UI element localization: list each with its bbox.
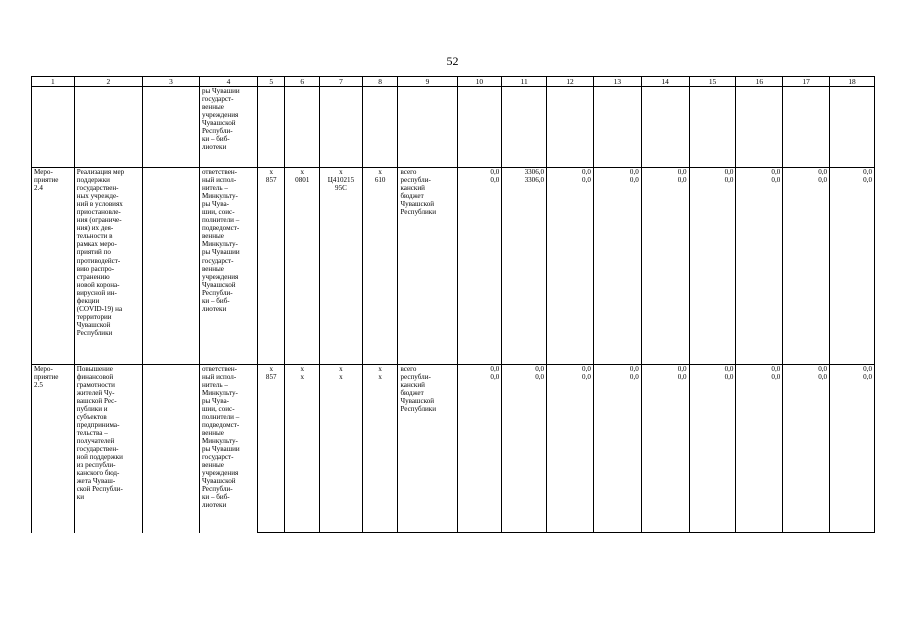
measure-name: Реализация мер поддержки государствен- ных учрежде- ний в условиях приостановле- ния (ограниче- ния) их дея- тельности в рамках меро- приятий по противодейст- вию распро- странению новой корона- вирусной ин- фекции (COVID-19) на территории Чувашской Республики [74,168,142,365]
code-cell: х [362,168,398,177]
code-cell: х [257,168,284,177]
empty-cell [142,168,199,365]
code-cell: х [362,364,398,373]
column-number: 16 [736,77,783,87]
table-row [32,168,875,177]
code-cell: х [320,373,363,533]
code-cell: х [320,168,363,177]
column-number: 12 [547,77,594,87]
value-cell: 0,0 [547,373,594,533]
value-cell: 0,0 [502,364,547,373]
value-cell: 0,0 [783,364,830,373]
column-number: 5 [257,77,284,87]
value-cell: 0,0 [457,373,502,533]
column-number-row [32,77,875,87]
code-cell: 857 [257,176,284,364]
value-cell: 0,0 [783,176,830,364]
column-number: 13 [593,77,641,87]
value-cell: 0,0 [641,373,689,533]
funding-source: республи- канский бюджет Чувашской Республики [398,373,457,533]
measure-executor: ответствен- ный испол- нитель – Минкульту- ры Чува- шии, соис- полнители – подведомст- венные Минкульту- ры Чувашии государст- венные учреждения Чувашской Республи- ки – биб- лиотеки [199,364,257,533]
column-number: 17 [783,77,830,87]
column-number: 2 [74,77,142,87]
value-cell: 0,0 [689,168,736,177]
value-cell: 0,0 [593,373,641,533]
code-cell: х [285,168,320,177]
empty-cell [142,364,199,533]
column-number: 15 [689,77,736,87]
value-cell: 0,0 [736,168,783,177]
value-cell: 0,0 [593,364,641,373]
code-cell: х [257,364,284,373]
table-row [32,364,875,373]
code-cell: х [320,364,363,373]
code-cell: х [285,373,320,533]
column-number: 11 [502,77,547,87]
column-number: 9 [398,77,457,87]
code-cell: х [285,364,320,373]
column-number: 18 [830,77,875,87]
value-cell: 0,0 [830,176,875,364]
value-cell: 0,0 [736,364,783,373]
code-cell: Ц410215 95С [320,176,363,364]
value-cell: 0,0 [736,176,783,364]
page-number: 52 [446,54,459,68]
value-cell: 0,0 [457,364,502,373]
column-number: 7 [320,77,363,87]
column-number: 6 [285,77,320,87]
value-cell: 0,0 [830,373,875,533]
code-cell: 610 [362,176,398,364]
measure-name: Повышение финансовой грамотности жителей Чу- вашской Рес- публики и субъектов предпринима- тельства – получателей государствен- ной поддержки из республи- канского бюд- жета Чуваш- ской Республи- ки [74,364,142,533]
column-number: 10 [457,77,502,87]
value-cell: 0,0 [457,176,502,364]
column-number: 8 [362,77,398,87]
value-cell: 0,0 [736,373,783,533]
value-cell: 0,0 [783,168,830,177]
value-cell: 0,0 [547,364,594,373]
column-number: 4 [199,77,257,87]
value-cell: 0,0 [593,176,641,364]
value-cell: 0,0 [830,364,875,373]
measure-executor: ответствен- ный испол- нитель – Минкульту- ры Чува- шии, соис- полнители – подведомст- венные Минкульту- ры Чувашии государст- венные учреждения Чувашской Республи- ки – биб- лиотеки [199,168,257,365]
continuation-row [32,87,875,168]
measure-code: Меро- приятие 2.5 [32,364,75,533]
value-cell: 0,0 [547,168,594,177]
value-cell: 3306,0 [502,176,547,364]
value-cell: 0,0 [641,176,689,364]
column-number: 3 [142,77,199,87]
value-cell: 0,0 [689,373,736,533]
value-cell: 0,0 [689,176,736,364]
value-cell: 0,0 [830,168,875,177]
funding-source: всего [398,168,457,177]
code-cell: 0801 [285,176,320,364]
value-cell: 0,0 [457,168,502,177]
code-cell: х [362,373,398,533]
value-cell: 0,0 [783,373,830,533]
column-number: 1 [32,77,75,87]
executor-continued: ры Чувашии государст- венные учреждения Чувашской Республи- ки – биб- лиотеки [199,87,257,168]
funding-source: всего [398,364,457,373]
code-cell: 857 [257,373,284,533]
value-cell: 0,0 [593,168,641,177]
column-number: 14 [641,77,689,87]
value-cell: 3306,0 [502,168,547,177]
funding-source: республи- канский бюджет Чувашской Республики [398,176,457,364]
measure-code: Меро- приятие 2.4 [32,168,75,365]
value-cell: 0,0 [641,364,689,373]
value-cell: 0,0 [502,373,547,533]
value-cell: 0,0 [547,176,594,364]
value-cell: 0,0 [689,364,736,373]
program-table [31,76,875,533]
value-cell: 0,0 [641,168,689,177]
